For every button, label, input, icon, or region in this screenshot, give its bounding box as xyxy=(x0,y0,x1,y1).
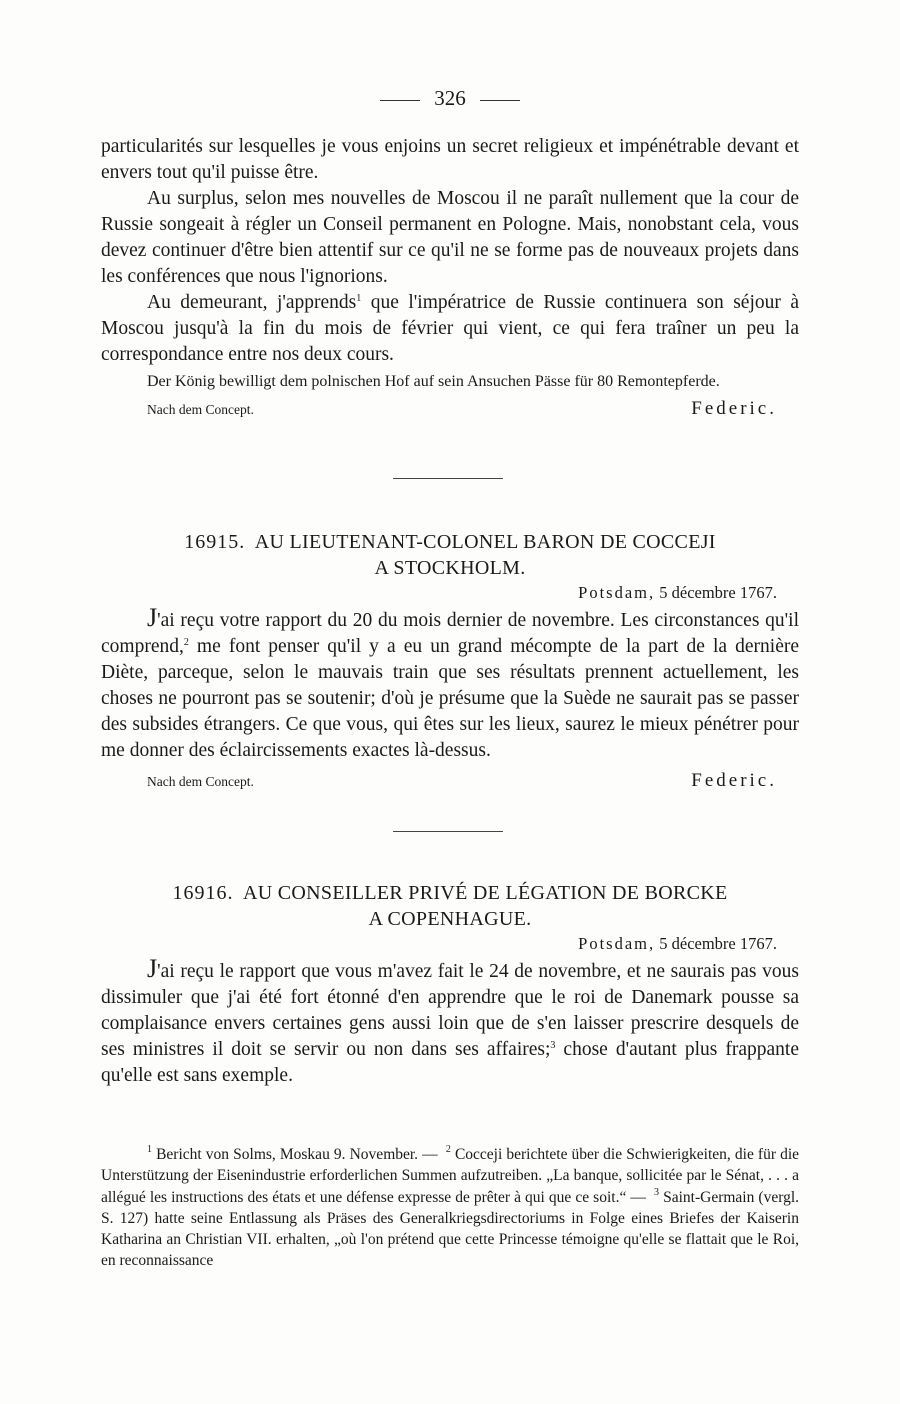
intro-source: Nach dem Concept. xyxy=(147,402,254,417)
footnote-ref-2: 2 xyxy=(183,637,189,648)
letter-16915-source: Nach dem Concept. xyxy=(147,774,254,789)
letter-16916-dropcap: J xyxy=(147,954,158,983)
letter-16915-addressee: AU LIEUTENANT-COLONEL BARON DE COCCEJI xyxy=(254,531,716,553)
intro-paragraph-1: particularités sur lesquelles je vous enjoins un secret religieux et impénétrable devant et envers tout qu'il puisse être. xyxy=(101,136,799,183)
letter-16915-signature: Federic. xyxy=(691,770,777,791)
intro-signature: Federic. xyxy=(691,398,777,419)
intro-section xyxy=(101,134,799,420)
intro-paragraph-3-rest: que l'impératrice de Russie continuera son séjour à Moscou jusqu'à la fin du mois de février qui vient, ce qui fera traîner un peu la correspondance entre nos deux cours. xyxy=(101,292,799,365)
header-rule-left xyxy=(380,100,420,101)
section-separator-2 xyxy=(393,831,503,832)
letter-16916-body-start: 'ai reçu le rapport que vous m'avez fait le 24 de novembre, et ne saurais pas vous dissimuler que j'ai été fort étonné d'en apprendre que le roi de Danemark pousse sa complaisance envers certaines gens aussi loin que de s'en laisser prescrire desquels de ses ministres il doit se servir ou non dans ses affaires; xyxy=(101,961,799,1060)
letter-16915-dateline xyxy=(101,583,799,603)
letter-16915-dropcap: J xyxy=(147,603,158,632)
footnote-2: Cocceji berichtete über die Schwierigkeiten, die für die Unterstützung der Eisenindustrie erforderlichen Summen aufzutreiben. „La banque, sollicitée par le Sénat, . . . a allégué les instructions des états et une défense expresse de prêter à qui que ce soit.“ — xyxy=(101,1146,800,1206)
footnote-mark-2: 2 xyxy=(445,1144,451,1155)
footnote-ref-1: 1 xyxy=(356,293,362,304)
intro-paragraph-3-start: Au demeurant, j'apprends xyxy=(147,292,357,313)
letter-16915-heading xyxy=(101,529,799,581)
footnote-mark-1: 1 xyxy=(147,1144,152,1155)
letter-16916-date: 5 décembre 1767. xyxy=(659,934,777,953)
footnotes xyxy=(101,1144,799,1272)
letter-16916-place: Potsdam, xyxy=(578,934,656,953)
letter-16916-addressee: AU CONSEILLER PRIVÉ DE LÉGATION DE BORCKE xyxy=(243,882,728,904)
header-rule-right xyxy=(480,100,520,101)
intro-source-line xyxy=(101,392,799,420)
letter-16915-place: Potsdam, xyxy=(578,583,656,602)
letter-16916-dateline xyxy=(101,934,799,954)
letter-16916-body-rest: chose d'autant plus frappante qu'elle est sans exemple. xyxy=(101,1039,799,1086)
footnote-mark-3: 3 xyxy=(654,1186,660,1198)
editorial-note: Der König bewilligt dem polnischen Hof auf sein Ansuchen Pässe für 80 Remontepferde. xyxy=(147,373,720,390)
letter-16915-date: 5 décembre 1767. xyxy=(659,583,777,602)
letter-16916-heading xyxy=(101,880,799,932)
footnote-3: Saint-Germain (vergl. S. 127) hatte seine Entlassung als Präses des Generalkriegsdirectoriums in Folge eines Briefes der Kaiserin Katharina an Christian VII. erhalten, „où l'on prétend que cette Princesse témoigne qu'elle se flattait que le Roi, en reconnaissance xyxy=(101,1188,800,1270)
intro-paragraph-2: Au surplus, selon mes nouvelles de Moscou il ne paraît nullement que la cour de Russie songeait à régler un Conseil permanent en Pologne. Mais, nonobstant cela, vous devez continuer d'être bien attentif sur ce qu'il ne se forme pas de nouveaux projets dans les conférences que nous l'ignorions. xyxy=(101,188,799,287)
footnote-ref-3: 3 xyxy=(550,1040,556,1051)
page-header xyxy=(0,86,900,111)
letter-16915-number: 16915. xyxy=(184,531,246,553)
letter-16916-body xyxy=(101,956,799,1089)
letter-16915-body-start: 'ai reçu votre rapport du 20 du mois dernier de novembre. Les circonstances qu'il comprend, xyxy=(101,610,799,657)
letter-16915-body-rest: me font penser qu'il y a eu un grand mécompte de la part de la dernière Diète, parceque, selon le mauvais train que ses résultats prennent actuellement, les choses ne pourront pas se soutenir; d'où je présume que la Suède ne saurait pas se passer des subsides étrangers. Ce que vous, qui êtes sur les lieux, saurez le mieux pénétrer pour me donner des éclaircissements exactes là-dessus. xyxy=(101,636,799,761)
letter-16915-body xyxy=(101,605,799,764)
footnote-1: Bericht von Solms, Moskau 9. November. — xyxy=(156,1146,438,1163)
footnote-text xyxy=(101,1144,799,1272)
letter-16915-place-heading: A STOCKHOLM. xyxy=(374,557,526,579)
letter-16916 xyxy=(101,880,799,1089)
letter-16916-number: 16916. xyxy=(172,882,234,904)
letter-16915 xyxy=(101,529,799,792)
intro-paragraph-3 xyxy=(101,290,799,368)
section-separator-1 xyxy=(393,478,503,479)
letter-16916-place-heading: A COPENHAGUE. xyxy=(368,908,532,930)
page-number: 326 xyxy=(434,86,466,110)
letter-16915-source-line xyxy=(101,764,799,792)
